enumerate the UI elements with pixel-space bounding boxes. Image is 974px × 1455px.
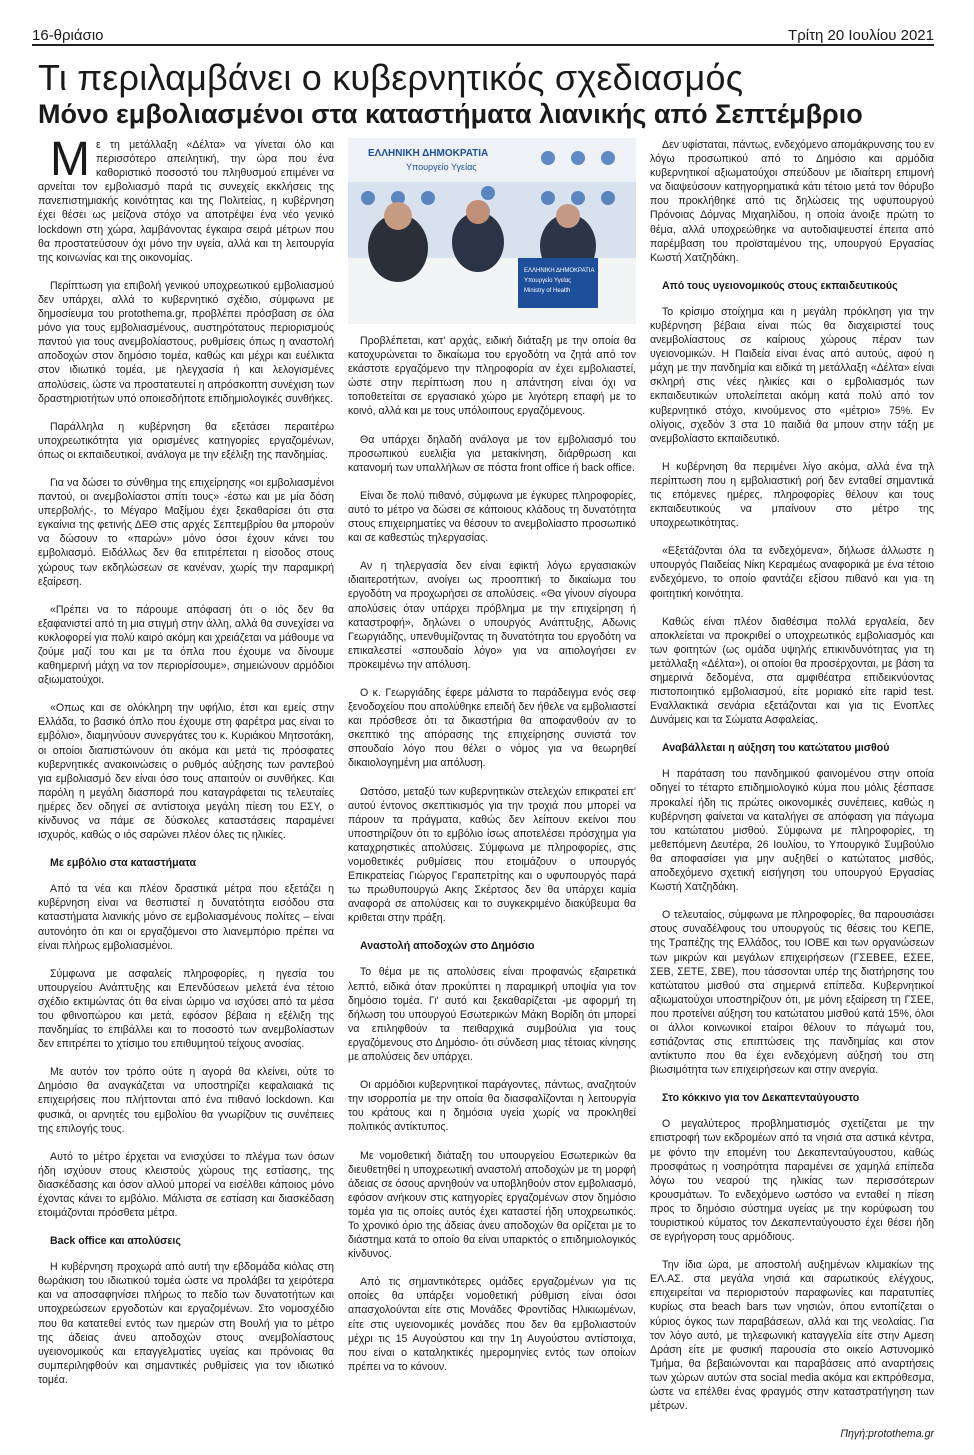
article-paragraph: Το θέμα με τις απολύσεις είναι προφανώς εξαιρετικά λεπτό, ειδικά όταν προκύπτει η παραμικρή υποψία για τον δημόσιο τομέα. Γι' αυτό και ξεκαθαρίζεται -με αφορμή τη δήλωση του υπουργού Εσωτερικών Μάκη Βορίδη ότι μπορεί να επιληφθούν τα πειθαρχικά συμβούλια για τους εργαζόμενους στο Δημόσιο- ότι σύνδεση μιας τέτοιας κίνησης με απολύσεις δεν υπάρχει.: [348, 966, 636, 1064]
article-paragraph: Σύμφωνα με ασφαλείς πληροφορίες, η ηγεσία του υπουργείου Ανάπτυξης και Επενδύσεων μελετά ένα τέτοιο σχέδιο εκτιμώντας ότι θα είναι ώριμο να ισχύσει από τα μέσα του φθινοπώρου και μετά, εφόσον βέβαια η εξέλιξη της πανδημίας το επιβάλλει και το ποσοστό των ανεμβολίαστων δεν επιτρέπει το χτίσιμο του επιθυμητού τείχους ανοσίας.: [38, 967, 334, 1051]
article-paragraph: Οι αρμόδιοι κυβερνητικοί παράγοντες, πάντως, αναζητούν την ισορροπία με την οποία θα διασφαλίζονται η λειτουργία του κράτους και η δημόσια υγεία χωρίς να προκληθεί πολιτικός αντίκτυπος.: [348, 1079, 636, 1134]
article-paragraph: Ο τελευταίος, σύμφωνα με πληροφορίες, θα παρουσιάσει στους συναδέλφους του υπουργούς τις θέσεις του ΚΕΠΕ, της Τραπέζης της Ελλάδος, του ΙΟΒΕ και των οργανώσεων των μικρών και μεγάλων επιχειρήσεων (ΓΣΕΒΕΕ, ΕΣΕΕ, ΣΕΒ, ΣΕΤΕ, ΣΒΕ), που τάσσονται υπέρ της διατήρησης του κατώτατου μισθού στα σημερινά επίπεδα. Κυβερνητικοί αξιωματούχοι υποστηρίζουν ότι, με μόνη εξαίρεση τη ΓΣΕΕ, που προτείνει αύξηση του κατώτατου μισθού κατά 15%, όλοι οι άλλοι κοινωνικοί εταίροι θέλουν το πάγωμά του, εστιάζοντας στις επιπτώσεις της πανδημίας και στον αντίκτυπο που θα έχει ενδεχόμενη αύξησή του στη βιωσιμότητα των επιχειρήσεων και στην ανεργία.: [650, 909, 934, 1077]
photo-banner-line1: ΕΛΛΗΝΙΚΗ ΔΗΜΟΚΡΑΤΙΑ: [368, 148, 489, 159]
article-paragraph: Θα υπάρχει δηλαδή ανάλογα με τον εμβολιασμό του προσωπικού ευελιξία για μετακίνηση, διάρθρωση και κατανομή των υπαλλήλων σε πόστα front office ή back office.: [348, 433, 636, 474]
article-paragraph: Το κρίσιμο στοίχημα και η μεγάλη πρόκληση για την κυβέρνηση βέβαια είναι πώς θα διαχειριστεί τους ανεμβολίαστους σε καίριους χώρους πέραν των υγειονομικών. Η Παιδεία είναι ένας από αυτούς, αφού η μάχη με την πανδημία και ειδικά τη μετάλλαξη «Δέλτα» είναι σκληρή στις νέες ηλικίες και ο εμβολιασμός των εκπαιδευτικών υπολείπεται ακόμη κατά πολύ από τον κυβερνητικό στόχο, κινούμενος στο «μέτριο» 75%. Εν ολίγοις, σχεδόν 3 στα 10 παιδιά θα μπουν στην τάξη με ανεμβολίαστο εκπαιδευτικό.: [650, 305, 934, 445]
section-label: 16-θριάσιο: [32, 27, 104, 44]
article-paragraph: Για να δώσει το σύνθημα της επιχείρησης «οι εμβολιασμένοι παντού, οι ανεμβολίαστοι σπίτι τους» -έστω και με μία δόση υπερβολής-, το Μέγαρο Μαξίμου έχει ξεκαθαρίσει ότι στα εγκαίνια της φετινής ΔΕΘ στις αρχές Σεπτεμβρίου θα μπορούν να δώσουν το «παρών» μόνο όσοι έχουν κάνει του εμβολιασμό. Ειδάλλως δεν θα επιτρέπεται η είσοδος στους χώρους των εκδηλώσεων σε κανέναν, χωρίς την παραμικρή εξαίρεση.: [38, 476, 334, 588]
article-paragraph: Περίπτωση για επιβολή γενικού υποχρεωτικού εμβολιασμού δεν υπάρχει, αλλά το κυβερνητικό σχέδιο, σύμφωνα με δημοσίευμα του protothema.gr, προβλέπει πρόσβαση σε όλα μόνο για τους εμβολιασμένους, αυστηρότατους περιορισμούς παντού για τους ανεμβολίαστους, ρυθμίσεις όπως η αναστολή αποδοχών στον δημόσιο τομέα, καθώς και μέχρι και ευέλικτα στον ιδιωτικό τομέα, με ηλεγχασία ή και λελογισμένες απολύσεις, ώστε να προστατευτεί η απρόσκοπτη συνέχιση των δραστηριοτήτων υπό οποιεσδήποτε επιδημιολογικές συνθήκες.: [38, 279, 334, 405]
article-paragraph: Καθώς είναι πλέον διαθέσιμα πολλά εργαλεία, δεν αποκλείεται να προκριθεί ο υποχρεωτικός εμβολιασμός και των φοιτητών (ως ομάδα υψηλής επικινδυνότητας για τη μετάλλαξη «Δέλτα»), οι οποίοι θα προσέρχονται, με βάση τα σημερινά δεδομένα, στα αμφιθέατρα επιδεικνύοντας πιστοποιητικό εμβολιασμού, είτε μοριακό είτε rapid test. Εναλλακτικά σενάρια εξετάζονται και για τις Ενοπλες Δυνάμεις και τα Σώματα Ασφαλείας.: [650, 615, 934, 727]
article-paragraph: Ο κ. Γεωργιάδης έφερε μάλιστα το παράδειγμα ενός σεφ ξενοδοχείου που απολύθηκε επειδή δεν ήθελε να εμβολιαστεί και πρόσθεσε ότι τα δικαστήρια θα αποφανθούν αν το σκεπτικό της απόρασης της επιχείρησης συνιστά τον σπουδαίο λόγο που θέλει ο νόμος για να θεωρηθεί δικαιολογημένη μια απόλυση.: [348, 686, 636, 770]
lectern-line1: ΕΛΛΗΝΙΚΗ ΔΗΜΟΚΡΑΤΙΑ: [524, 268, 595, 274]
article-paragraph: Από τα νέα και πλέον δραστικά μέτρα που εξετάζει η κυβέρνηση είναι να θεσπιστεί η δυνατότητα εισόδου στα καταστήματα λιανικής μόνο σε εμβολιασμένους πολίτες – είναι αυτονόητο ότι και οι εργαζόμενοι στο λιανεμπόριο πρέπει να είναι πλήρως εμβολιασμένοι.: [38, 883, 334, 952]
section-heading: Στο κόκκινο για τον Δεκαπενταύγουστο: [662, 1092, 860, 1105]
article-paragraph: Παράλληλα η κυβέρνηση θα εξετάσει περαιτέρω υποχρεωτικότητα για ορισμένες κατηγορίες εργαζομένων, όπως οι εκπαιδευτικοί, ανάλογα με την εξέλιξη της πανδημίας.: [38, 420, 334, 461]
lectern-line3: Ministry of Health: [524, 288, 571, 294]
article-paragraph: Η παράταση του πανδημικού φαινομένου στην οποία οδηγεί το τέταρτο επιδημιολογικό κύμα που μόλις ξέσπασε προκαλεί ήδη τις πρώτες οικονομικές συνέπειες, καθώς η κυβέρνηση φαίνεται να καταλήγει σε απόφαση για πάγωμα του κατώτατου μισθού. Σύμφωνα με πληροφορίες, τη μεθεπόμενη Δευτέρα, 26 Ιουλίου, το Υπουργικό Συμβούλιο θα αποφασίσει για μην αυξηθεί ο κατώτατος μισθός, αποδεχόμενο σχετική εισήγηση του υπουργού Εργασίας Κωστή Χατζηδάκη.: [650, 768, 934, 894]
article-paragraph: Ωστόσο, μεταξύ των κυβερνητικών στελεχών επικρατεί επ' αυτού έντονος σκεπτικισμός για την τροχιά που μπορεί να πάρουν τα πράγματα, καθώς δεν λείπουν εκείνοι που υποστηρίζουν ότι το εμβόλιο ίσως αποτελέσει πρόσχημα για καταχρηστικές απολύσεις. Σύμφωνα με πληροφορίες, στις νομοθετικές ρυθμίσεις που ετοιμάζουν ο υπουργός Επικρατείας Γιώργος Γεραπετρίτης και ο υφυπουργός παρά τω πρωθυπουργώ Ακης Σκέρτσος δεν θα υπάρχει καμία αναφορά σε απολύσεις και το συγκεκριμένο διακύβευμα θα κριθεται στην πράξη.: [348, 785, 636, 925]
article-subtitle: Μόνο εμβολιασμένοι στα καταστήματα λιανικής από Σεπτέμβριο: [38, 99, 863, 129]
press-conference-illustration: [348, 138, 636, 324]
article-paragraph: Η κυβέρνηση προχωρά από αυτή την εβδομάδα κιόλας στη θωράκιση του ιδιωτικού τομέα ώστε να προλάβει τα χειρότερα και να αποσαφηνίσει πλήρως το πεδίο των δυνατοτήτων και υποχρεώσεων εργοδοτών και εργαζομένων. Στο νομοσχέδιο που θα κατατεθεί εντός των ημερών στη Βουλή για το μέτρο της άδειας άνευ αποδοχών στους ανεμβολίαστους υγειονομικούς και επαγγελματίες υγείας και πρόνοιας θα συμπεριληφθούν και σημαντικές ρυθμίσεις για τον ιδιωτικό τομέα.: [38, 1261, 334, 1386]
issue-date: Τρίτη 20 Ιουλίου 2021: [788, 27, 934, 44]
lead-paragraph: [38, 133, 334, 265]
photo-banner-line2: Υπουργείο Υγείας: [406, 162, 477, 172]
article-paragraph: Με νομοθετική διάταξη του υπουργείου Εσωτερικών θα διευθετηθεί η υποχρεωτική αναστολή αποδοχών με τη μορφή άδειας σε όσους αρνηθούν να υποβληθούν στον εμβολιασμό, εφόσον ανήκουν στις κατηγορίες εργαζομένων στον δημόσιο τομέα για τις οποίες αυτός έχει καταστεί ήδη υποχρεωτικός. Το χρονικό όριο της άδειας άνευ αποδοχών θα ορίζεται με το διάστημα κατά το οποίο θα είναι υπαρκτός ο επιδημιολογικός κίνδυνος.: [348, 1149, 636, 1261]
article-paragraph: Από τις σημαντικότερες ομάδες εργαζομένων για τις οποίες θα υπάρξει νομοθετική ρύθμιση είναι όσοι απασχολούνται είτε στις Μονάδες Φροντίδας Ηλικιωμένων, είτε στις υγειονομικές μονάδες που δεν θα εμβολιαστούν μέχρι τις 15 Αυγούστου και την 1η Αυγούστου αντίστοιχα, που είναι ο καταληκτικές ημερομηνίες εντός των οποίων πρέπει να το κάνουν.: [348, 1276, 636, 1373]
article-paragraph: Ο μεγαλύτερος προβληματισμός σχετίζεται με την επιστροφή των εκδρομέων από τα νησιά στα αστικά κέντρα, με φόντο την επομένη του Δεκαπενταύγουστου, καθώς προσφάτως η νοσηρότητα παραμένει σε χαμηλά επίπεδα λόγω του νεαρού της ηλικίας των περισσότερων κρουσμάτων. Το ενδεχόμενο ωστόσο να ενταθεί η πίεση προς το δημόσιο σύστημα υγείας με την κορύφωση του τουριστικού κύματος τον Δεκαπενταύγουστο έχει θέσει ήδη σε εγρήγορση τους αρμόδιους.: [650, 1118, 934, 1244]
article-paragraph: Με αυτόν τον τρόπο ούτε η αγορά θα κλείνει, ούτε το Δημόσιο θα αναγκάζεται να υποστηρίζει κεφαλαιακά τις επιχειρήσεις που πλήττονται από ένα πιθανό lockdown. Και φυσικά, οι αρνητές του εμβολίου θα γνωρίζουν τις συνέπειες της επιλογής τους.: [38, 1066, 334, 1135]
source-credit: Πηγή:protothema.gr: [840, 1428, 934, 1441]
drop-cap: Μ: [50, 133, 90, 186]
article-paragraph: Προβλέπεται, κατ' αρχάς, ειδική διάταξη με την οποία θα κατοχυρώνεται το δικαίωμα του εργοδότη να ζητά από τον εκάστοτε εργαζόμενο την πληροφορία αν έχει εμβολιαστεί, ώστε στην περίπτωση που η απάντηση είναι όχι να τοποθετείται σε εργασιακό χώρο με λιγότερη επαφή με το κοινό, αλλά και με τους υπόλοιπους εργαζόμενους.: [348, 335, 636, 418]
article-column-2: [348, 138, 636, 1388]
lead-text: ε τη μετάλλαξη «Δέλτα» να γίνεται όλο και περισσότερο απειλητική, την ώρα που ένα καθοριστικό ποσοστό του πληθυσμού επιμένει να αρνείται τον εμβολιασμό παρά τις συνεχείς εκκλήσεις της πανεπιστημιακής κοινότητας και της Πολιτείας, η κυβέρνηση έχει θέσει ως μείζονα στόχο να αποτρέψει ένα νέο γενικό lockdown στη χώρα, λαμβάνοντας έγκαιρα σειρά μέτρων που θα προστατεύσουν όχι μόνο την υγεία, αλλά και τη λειτουργία της κοινωνίας και της οικονομίας.: [38, 139, 334, 264]
article-paragraph: Αυτό το μέτρο έρχεται να ενισχύσει το πλέγμα των όσων ήδη ισχύουν στους κλειστούς χώρους της εστίασης, της διασκέδασης και όσον αλλού μπορεί να εισέλθει κάποιος μόνο έχοντας κάνει το εμβόλιο. Μάλιστα σε εστίαση και διασκέδαση ετοιμάζονται πρόσθετα μέτρα.: [38, 1150, 334, 1220]
press-conference-photo: [348, 138, 636, 324]
article-title: Τι περιλαμβάνει ο κυβερνητικός σχεδιασμός: [38, 57, 744, 98]
section-heading: Αναστολή αποδοχών στο Δημόσιο: [360, 940, 535, 953]
article-paragraph: Αν η τηλεργασία δεν είναι εφικτή λόγω εργασιακών ιδιαιτεροτήτων, ανοίγει ως προοπτική το δικαίωμα του εργοδότη να προχωρήσει σε απολύσεις. «Θα γίνουν σίγουρα απολύσεις όταν υπάρχει πρόβλημα με την επιχείρηση ή καταστροφή», δηλώνει ο υπουργός Ανάπτυξης, Αδωνις Γεωργιάδης, υπενθυμίζοντας τη δυνατότητα του εργοδότη να επικαλεστεί «σπουδαίο λόγο» για να αιτιολογήσει εν προκειμένω την απόλυση.: [348, 560, 636, 671]
article-column-3: [650, 138, 934, 1455]
page-header: [32, 22, 934, 46]
section-heading: Με εμβόλιο στα καταστήματα: [50, 857, 197, 870]
article-paragraph: Είναι δε πολύ πιθανό, σύμφωνα με έγκυρες πληροφορίες, αυτό το μέτρο να δώσει σε κάποιους κλάδους τη δυνατότητα στους επιχειρηματίες να θέσουν το ανεμβολίαστο προσωπικό και σε καθεστώς τηλεργασίας.: [348, 489, 636, 545]
article-paragraph: Δεν υφίσταται, πάντως, ενδεχόμενο απομάκρυνσης του εν λόγω προσωπικού από το Δημόσιο και αρμόδια κυβερνητικοί αξιωματούχοι σπεύδουν με ιδιαίτερη επιμονή να διαψεύσουν κατηγορηματικά κάτι τέτοιο μετά τον θόρυβο που προκλήθηκε από τις δηλώσεις της υφυπουργού Πρόνοιας Δόμνας Μιχαηλίδου, η οποία άνοιξε πρώτη το θέμα, αλλά υποχρεώθηκε να αυτοδιαψευστεί έπειτα από παρέμβαση του προϊσταμένου της, υπουργού Εργασίας Κωστή Χατζηδάκη.: [650, 139, 934, 264]
article-paragraph: Την ίδια ώρα, με αποστολή αυξημένων κλιμακίων της ΕΛ.ΑΣ. στα μεγάλα νησιά και σαρωτικούς ελέγχους, επιχειρείται να περιοριστούν παραφωνίες και παρατυπίες κυρίως στα beach bars των νησιών, όπου εντοπίζεται ο κύριος όγκος των παραβάσεων, αλλά και της νεολαίας. Για τον λόγο αυτό, με τηλεφωνική καταγγελία είτε στην Αμεση Δράση είτε με φυσική παρουσία στο οικείο Αστυνομικό Τμήμα, θα βεβαιώνονται και παραβάσεις από αναρτήσεις των χώρων αυτών στα social media ακόμα και εκπρόθεσμα, ώστε να επέλθει ένας φραγμός στην καταστρατήγηση των μέτρων.: [650, 1259, 934, 1413]
article-paragraph: «Εξετάζονται όλα τα ενδεχόμενα», δήλωσε άλλωστε η υπουργός Παιδείας Νίκη Κεραμέως αναφορικά με ένα τέτοιο ενδεχόμενο, το οποίο φαντάζει εξίσου πιθανό και για τη φοιτητική κοινότητα.: [650, 545, 934, 600]
article-paragraph: «Πρέπει να το πάρουμε απόφαση ότι ο ιός δεν θα εξαφανιστεί από τη μια στιγμή στην άλλη, αλλά θα συνεχίσει να κυκλοφορεί για πολύ καιρό ακόμη και χρειάζεται να μάθουμε να ζούμε μαζί του και με τα όπλα που έχουμε να δίνουμε καθημερινή μάχη να τον περιορίσουμε», σημειώνουν αρμόδιοι αξιωματούχοι.: [38, 603, 334, 687]
article-column-1: [38, 133, 334, 1401]
article-paragraph: «Οπως και σε ολόκληρη την υφήλιο, έτσι και εμείς στην Ελλάδα, το βασικό όπλο που έχουμε στη φαρέτρα μας είναι το εμβόλιο», διαμηνύουν συνεργάτες του κ. Κυριάκου Μητσοτάκη, οι οποίοι διαπιστώνουν ότι ακόμα και μετά τις πρόσφατες κυβερνητικές ανακοινώσεις ο ρυθμός αύξησης των ραντεβού για εμβολιασμό δεν είναι όσο τους απαιτούν οι συνθήκες. Και παρόλη η μεγάλη διασπορά που καταγράφεται τις τελευταίες ημέρες δεν οδηγεί σε αντίστοιχα μεγάλη πίεση του ΕΣΥ, ο κίνδυνος να πάμε σε δύσκολες καταστάσεις παραμένει ισχυρός, καθώς ο ιός σαρώνει πλέον όλες τις ηλικίες.: [38, 702, 334, 842]
section-heading: Αναβάλλεται η αύξηση του κατώτατου μισθού: [662, 742, 890, 755]
section-heading: Από τους υγειονομικούς στους εκπαιδευτικούς: [662, 279, 898, 292]
section-heading: Back office και απολύσεις: [50, 1235, 181, 1248]
lectern-line2: Υπουργείο Υγείας: [524, 278, 572, 284]
article-paragraph: Η κυβέρνηση θα περιμένει λίγο ακόμα, αλλά ένα τηλ περίπτωση που η εμβολιαστική ροή δεν ενταθεί σημαντικά τις επόμενες ημέρες, πληροφορίες θέλουν και τους εκπαιδευτικούς να μπαίνουν στο μέτρο της υποχρεωτικότητας.: [650, 460, 934, 530]
